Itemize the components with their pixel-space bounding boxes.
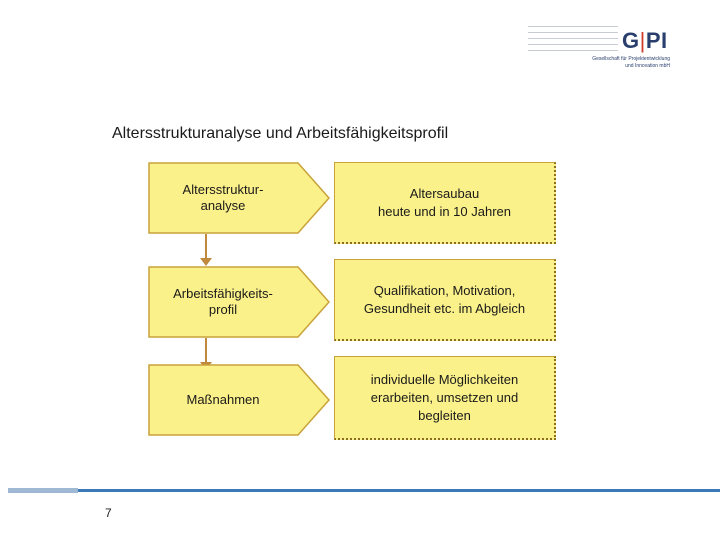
connector-arrow-1 bbox=[204, 234, 208, 266]
step-1-detail-line1: Altersaubau bbox=[409, 185, 480, 201]
step-2-label-arrow bbox=[148, 266, 330, 338]
logo-mark-pi: PI bbox=[645, 28, 668, 53]
slide-title: Altersstrukturanalyse und Arbeitsfähigkeitsprofil bbox=[112, 125, 449, 142]
company-logo bbox=[528, 26, 678, 74]
step-3-label bbox=[148, 364, 298, 436]
logo-subtitle-line2: und Innovation mbH bbox=[625, 63, 670, 69]
logo-mark-bar: | bbox=[639, 28, 646, 53]
logo-subtitle-line1: Gesellschaft für Projektentwicklung bbox=[592, 56, 670, 62]
step-3-label-line1: Maßnahmen bbox=[186, 392, 260, 407]
step-1-detail-box bbox=[334, 162, 556, 244]
step-3-detail-line3: begleiten bbox=[418, 407, 471, 423]
step-1-label-line2: analyse bbox=[200, 198, 246, 213]
step-2-detail-line1: Qualifikation, Motivation, bbox=[373, 282, 516, 298]
step-3-detail-line1: individuelle Möglichkeiten bbox=[370, 371, 519, 387]
logo-subtitle bbox=[552, 56, 670, 70]
step-3-label-arrow bbox=[148, 364, 330, 436]
step-1-label-arrow bbox=[148, 162, 330, 234]
page-number: 7 bbox=[105, 506, 112, 520]
step-2-detail-box bbox=[334, 259, 556, 341]
step-2-label-line2: profil bbox=[208, 302, 238, 317]
step-2-detail-line2: Gesundheit etc. im Abgleich bbox=[363, 300, 526, 316]
step-1-detail-line2: heute und in 10 Jahren bbox=[378, 203, 511, 219]
step-2-label bbox=[148, 266, 298, 338]
logo-mark-g: G bbox=[622, 28, 640, 53]
step-3-detail-line2: erarbeiten, umsetzen und bbox=[370, 389, 519, 405]
step-3-detail-box bbox=[334, 356, 556, 440]
step-2-label-line1: Arbeitsfähigkeits- bbox=[173, 286, 273, 301]
footer-divider bbox=[8, 489, 720, 492]
step-1-label-line1: Altersstruktur- bbox=[182, 182, 264, 197]
step-1-label bbox=[148, 162, 298, 234]
logo-mark bbox=[622, 28, 668, 54]
